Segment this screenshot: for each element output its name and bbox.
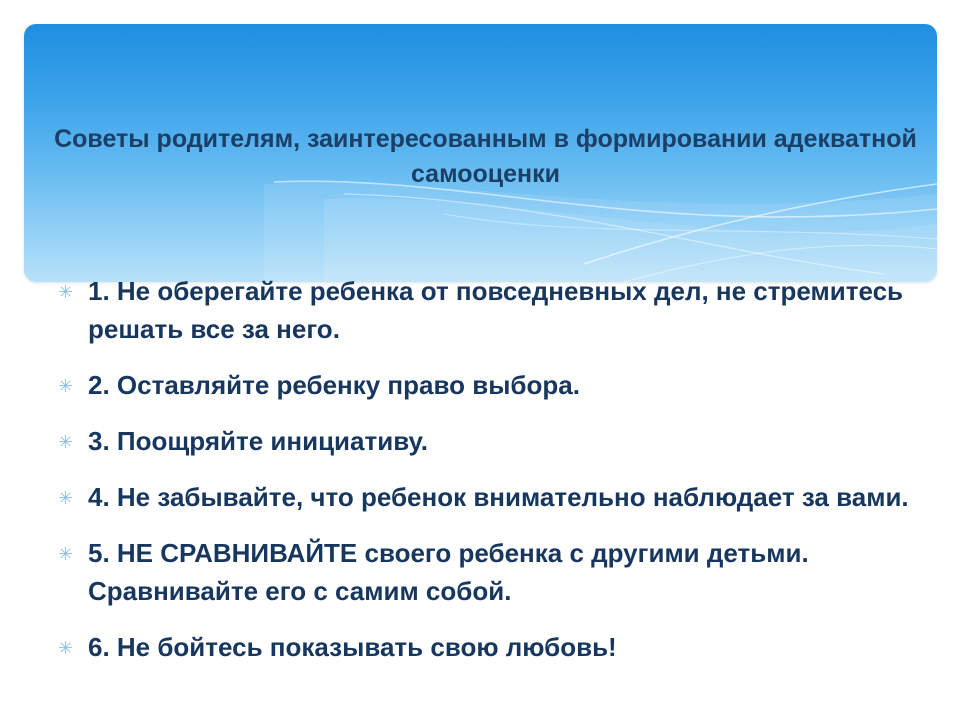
page-title: Советы родителям, заинтересованным в формировании адекватной самооценки (54, 125, 917, 188)
list-item (58, 478, 938, 516)
tip-text: 3. Поощряйте инициативу. (88, 426, 428, 456)
list-item (58, 422, 938, 460)
asterisk-bullet-icon: ✳ (58, 544, 74, 564)
list-item (58, 534, 938, 610)
asterisk-bullet-icon: ✳ (58, 488, 74, 508)
list-item (58, 628, 938, 666)
tip-text: 5. НЕ СРАВНИВАЙТЕ своего ребенка с другими детьми. Сравнивайте его с самим собой. (88, 538, 809, 606)
tip-text: 1. Не оберегайте ребенка от повседневных дел, не стремитесь решать все за него. (88, 276, 904, 344)
tip-text: 2. Оставляйте ребенку право выбора. (88, 370, 580, 400)
asterisk-bullet-icon: ✳ (58, 432, 74, 452)
header-banner (24, 24, 937, 282)
list-item (58, 366, 938, 404)
list-item (58, 272, 938, 348)
tip-text: 4. Не забывайте, что ребенок внимательно наблюдает за вами. (88, 482, 909, 512)
asterisk-bullet-icon: ✳ (58, 638, 74, 658)
asterisk-bullet-icon: ✳ (58, 376, 74, 396)
tip-text: 6. Не бойтесь показывать свою любовь! (88, 632, 617, 662)
asterisk-bullet-icon: ✳ (58, 282, 74, 302)
tips-list (58, 272, 938, 684)
